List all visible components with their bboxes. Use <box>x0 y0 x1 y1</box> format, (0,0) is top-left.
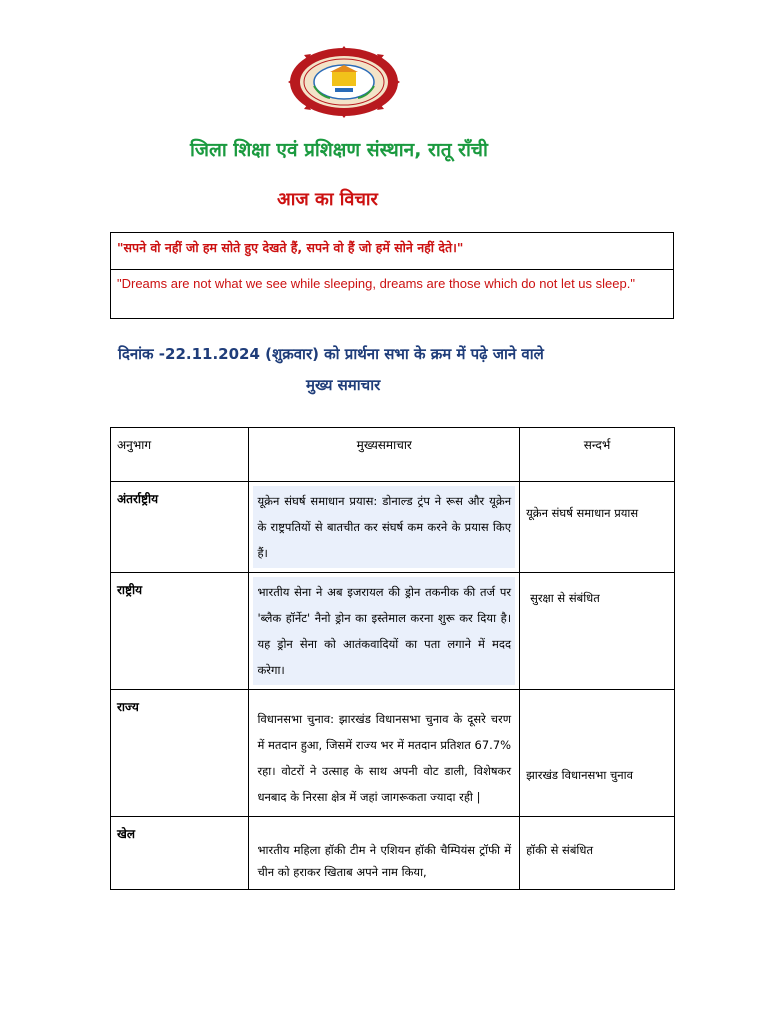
institute-seal-logo <box>288 46 400 118</box>
row-news: विधानसभा चुनाव: झारखंड विधानसभा चुनाव के दूसरे चरण में मतदान हुआ, जिसमें राज्य भर में मतदान प्रतिशत 67.7% रहा। वोटरों ने उत्साह के साथ अपनी वोट डाली, विशेषकर धनबाद के निरसा क्षेत्र में जहां जागरूकता ज्यादा रही | <box>257 712 512 804</box>
date-heading: दिनांक -22.11.2024 (शुक्रवार) को प्रार्थना सभा के क्रम में पढ़े जाने वाले <box>118 345 544 363</box>
news-heading: मुख्य समाचार <box>306 376 381 394</box>
thought-heading: आज का विचार <box>277 189 378 210</box>
quote-english: "Dreams are not what we see while sleeping, dreams are those which do not let us sleep." <box>111 270 674 319</box>
table-row <box>111 573 675 690</box>
row-reference: यूक्रेन संघर्ष समाधान प्रयास <box>520 482 675 573</box>
news-table <box>110 427 675 890</box>
row-news: भारतीय सेना ने अब इजरायल की ड्रोन तकनीक की तर्ज पर 'ब्लैक हॉर्नेट' नैनो ड्रोन का इस्तेमाल करना शुरू कर दिया है। यह ड्रोन सेना को आतंकवादियों का पता लगाने में मदद करेगा। <box>253 577 515 685</box>
quote-hindi: "सपने वो नहीं जो हम सोते हुए देखते हैं, सपने वो हैं जो हमें सोने नहीं देते।" <box>111 233 674 270</box>
table-header-row <box>111 428 675 482</box>
row-news: भारतीय महिला हॉकी टीम ने एशियन हॉकी चैम्पियंस ट्रॉफी में चीन को हराकर खिताब अपने नाम किया, <box>257 843 512 879</box>
header-reference: सन्दर्भ <box>520 428 675 482</box>
row-section: राष्ट्रीय <box>111 573 249 690</box>
header-section: अनुभाग <box>111 428 249 482</box>
row-reference: झारखंड विधानसभा चुनाव <box>520 690 675 817</box>
row-reference: सुरक्षा से संबंधित <box>520 573 675 690</box>
row-reference: हॉकी से संबंधित <box>520 817 675 890</box>
table-row <box>111 817 675 890</box>
quote-box <box>110 232 674 319</box>
row-section: राज्य <box>111 690 249 817</box>
table-row <box>111 690 675 817</box>
row-news: यूक्रेन संघर्ष समाधान प्रयास: डोनाल्ड ट्रंप ने रूस और यूक्रेन के राष्ट्रपतियों से बातचीत कर संघर्ष कम करने के प्रयास किए हैं। <box>253 486 515 568</box>
table-row <box>111 482 675 573</box>
header-news: मुख्यसमाचार <box>249 428 520 482</box>
row-section: खेल <box>111 817 249 890</box>
row-section: अंतर्राष्ट्रीय <box>111 482 249 573</box>
institute-name: जिला शिक्षा एवं प्रशिक्षण संस्थान, रातू राँची <box>190 139 488 161</box>
